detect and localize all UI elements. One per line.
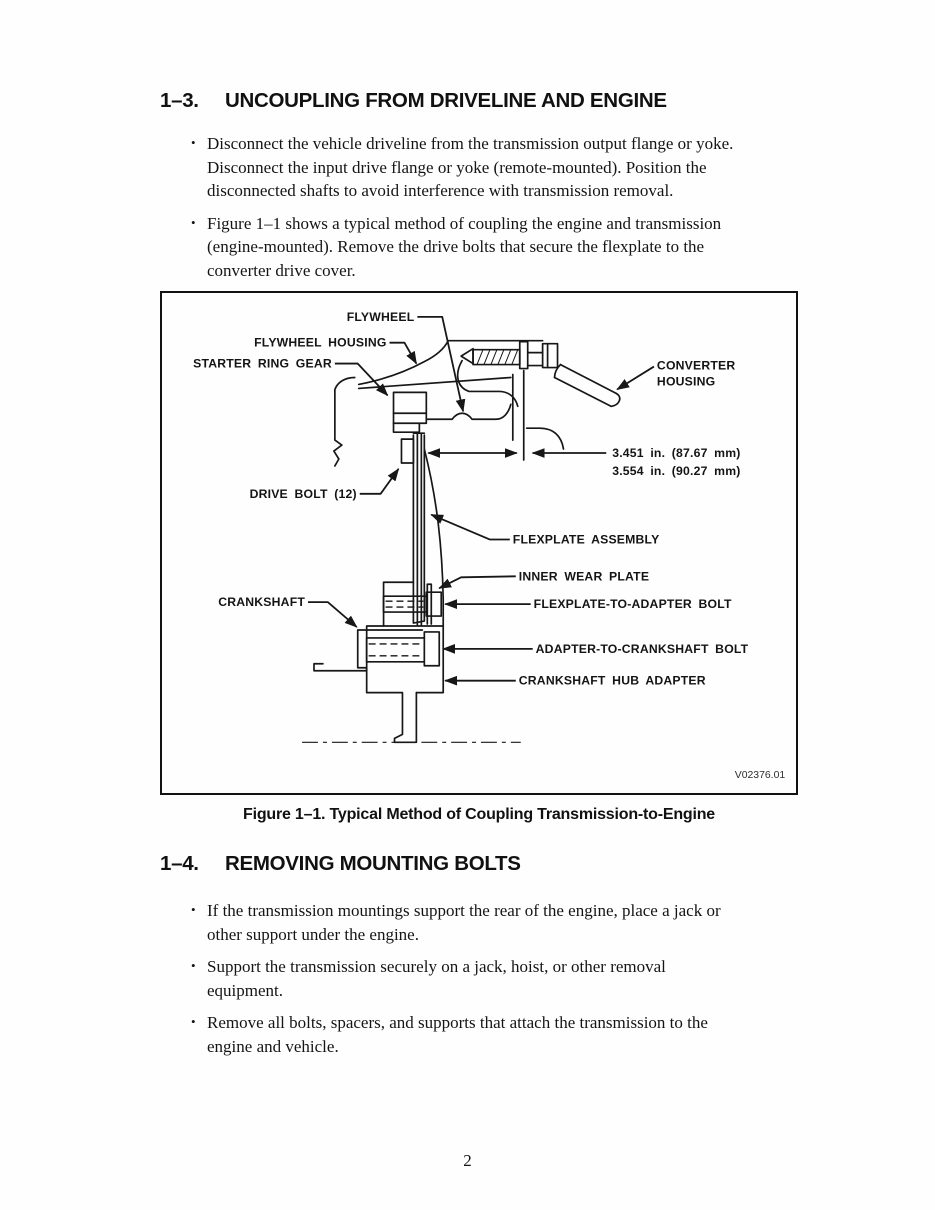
bullet-line: Support the transmission securely on a jack, hoist, or other removal: [207, 957, 666, 976]
bullet-marker: •: [191, 902, 196, 917]
label-dimension: 3.451 in. (87.67 mm): [612, 446, 741, 461]
bullet-item: [191, 955, 721, 1002]
section-1-4-heading: [160, 852, 521, 876]
bullet-item: [191, 1011, 721, 1058]
label-flexplate-to-adapter-bolt: FLEXPLATE-TO-ADAPTER BOLT: [533, 597, 732, 612]
bullet-marker: •: [191, 1014, 196, 1029]
section-1-3-heading: [160, 89, 667, 113]
section-number: 1–4.: [160, 852, 199, 875]
section-1-4-bullets: [191, 899, 721, 1067]
label-starter-ring-gear: STARTER RING GEAR: [193, 356, 332, 371]
bullet-item: [191, 899, 721, 946]
bullet-item: [191, 212, 733, 283]
label-flexplate-assembly: FLEXPLATE ASSEMBLY: [512, 532, 660, 547]
section-title: REMOVING MOUNTING BOLTS: [225, 852, 521, 875]
bullet-line: If the transmission mountings support the rear of the engine, place a jack or: [207, 901, 721, 920]
figure-1-1-box: [160, 291, 798, 795]
label-adapter-to-crankshaft-bolt: ADAPTER-TO-CRANKSHAFT BOLT: [535, 641, 749, 656]
label-crankshaft-hub-adapter: CRANKSHAFT HUB ADAPTER: [518, 673, 706, 688]
bullet-line: Disconnect the input drive flange or yoke (remote-mounted). Position the: [207, 157, 707, 177]
bullet-line: (engine-mounted). Remove the drive bolts that secure the flexplate to the: [207, 237, 705, 256]
bullet-line: engine and vehicle.: [207, 1036, 339, 1056]
bullet-line: Disconnect the vehicle driveline from the transmission output flange or yoke.: [207, 134, 734, 153]
leader-arrows: [308, 317, 654, 681]
coupling-diagram: [162, 293, 796, 793]
bullet-marker: •: [191, 958, 196, 973]
bolt-tip: [461, 349, 473, 364]
drawing-id: V02376.01: [734, 770, 786, 782]
bullet-line: converter drive cover.: [207, 260, 356, 280]
bullet-marker: •: [191, 135, 196, 150]
section-1-3-bullets: [191, 132, 733, 291]
bullet-line: disconnected shafts to avoid interference with transmission removal.: [207, 181, 674, 200]
bullet-line: Figure 1–1 shows a typical method of coupling the engine and transmission: [207, 213, 722, 233]
bullet-line: equipment.: [207, 980, 284, 1000]
page-number: 2: [463, 1151, 472, 1170]
bullet-line: other support under the engine.: [207, 924, 419, 944]
figure-caption: Figure 1–1. Typical Method of Coupling Transmission-to-Engine: [243, 806, 715, 823]
section-number: 1–3.: [160, 89, 199, 112]
label-flywheel: FLYWHEEL: [346, 309, 415, 324]
section-title: UNCOUPLING FROM DRIVELINE AND ENGINE: [225, 89, 667, 112]
label-inner-wear-plate: INNER WEAR PLATE: [518, 569, 650, 584]
label-converter-housing: HOUSING: [656, 374, 716, 389]
bullet-item: [191, 132, 733, 203]
bullet-marker: •: [191, 214, 196, 230]
label-drive-bolt: DRIVE BOLT (12): [249, 486, 357, 501]
bullet-line: Remove all bolts, spacers, and supports that attach the transmission to the: [207, 1013, 708, 1032]
label-dimension: 3.554 in. (90.27 mm): [612, 463, 741, 478]
label-flywheel-housing: FLYWHEEL HOUSING: [254, 335, 387, 350]
label-crankshaft: CRANKSHAFT: [218, 595, 306, 610]
label-converter-housing: CONVERTER: [656, 358, 736, 373]
